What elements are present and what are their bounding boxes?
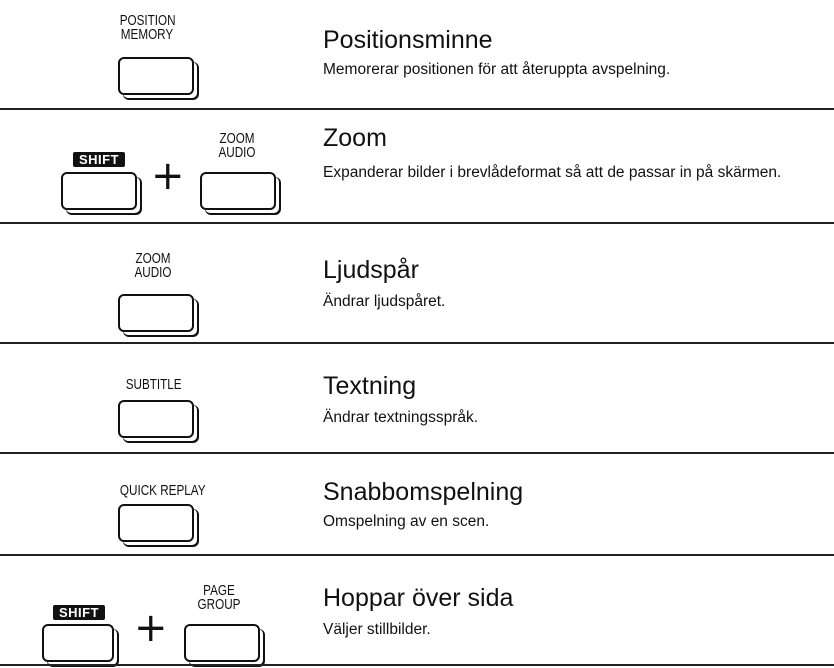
row-title: Textning: [323, 372, 417, 400]
shift-label: SHIFT: [53, 605, 105, 620]
key-label-zoom-audio: ZOOM AUDIO: [134, 250, 172, 281]
row-subtitle: [0, 344, 834, 452]
row-description: Ändrar textningsspråk.: [323, 409, 479, 426]
plus-sign: +: [134, 605, 168, 651]
row-quick-replay: [0, 454, 834, 554]
row-title: Zoom: [323, 124, 387, 152]
key-label-zoom-audio: ZOOM AUDIO: [218, 130, 256, 161]
key-label-position-memory: POSITION MEMORY: [119, 12, 176, 43]
shift-button[interactable]: [61, 172, 137, 210]
zoom-audio-button[interactable]: [200, 172, 276, 210]
row-title: Snabbomspelning: [323, 478, 524, 506]
divider: [0, 664, 834, 666]
shift-button[interactable]: [42, 624, 114, 662]
page-group-button[interactable]: [184, 624, 260, 662]
row-title: Positionsminne: [323, 26, 493, 54]
plus-sign: +: [151, 153, 185, 199]
row-description: Väljer stillbilder.: [323, 621, 431, 638]
row-audio: [0, 224, 834, 342]
row-title: Ljudspår: [323, 256, 419, 284]
zoom-audio-button[interactable]: [118, 294, 194, 332]
row-description: Omspelning av en scen.: [323, 513, 490, 530]
row-zoom: [0, 110, 834, 222]
quick-replay-button[interactable]: [118, 504, 194, 542]
row-title: Hoppar över sida: [323, 584, 514, 612]
row-description: Expanderar bilder i brevlådeformat så att de passar in på skärmen.: [323, 164, 782, 181]
row-description: Memorerar positionen för att återuppta avspelning.: [323, 61, 671, 78]
position-memory-button[interactable]: [118, 57, 194, 95]
row-description: Ändrar ljudspåret.: [323, 293, 446, 310]
key-label-page-group: PAGE GROUP: [197, 582, 241, 613]
row-position-memory: [0, 0, 834, 108]
shift-label: SHIFT: [73, 152, 125, 167]
key-label-quick-replay: QUICK REPLAY: [119, 482, 206, 499]
row-page-group: [0, 556, 834, 668]
subtitle-button[interactable]: [118, 400, 194, 438]
key-label-subtitle: SUBTITLE: [125, 376, 182, 393]
